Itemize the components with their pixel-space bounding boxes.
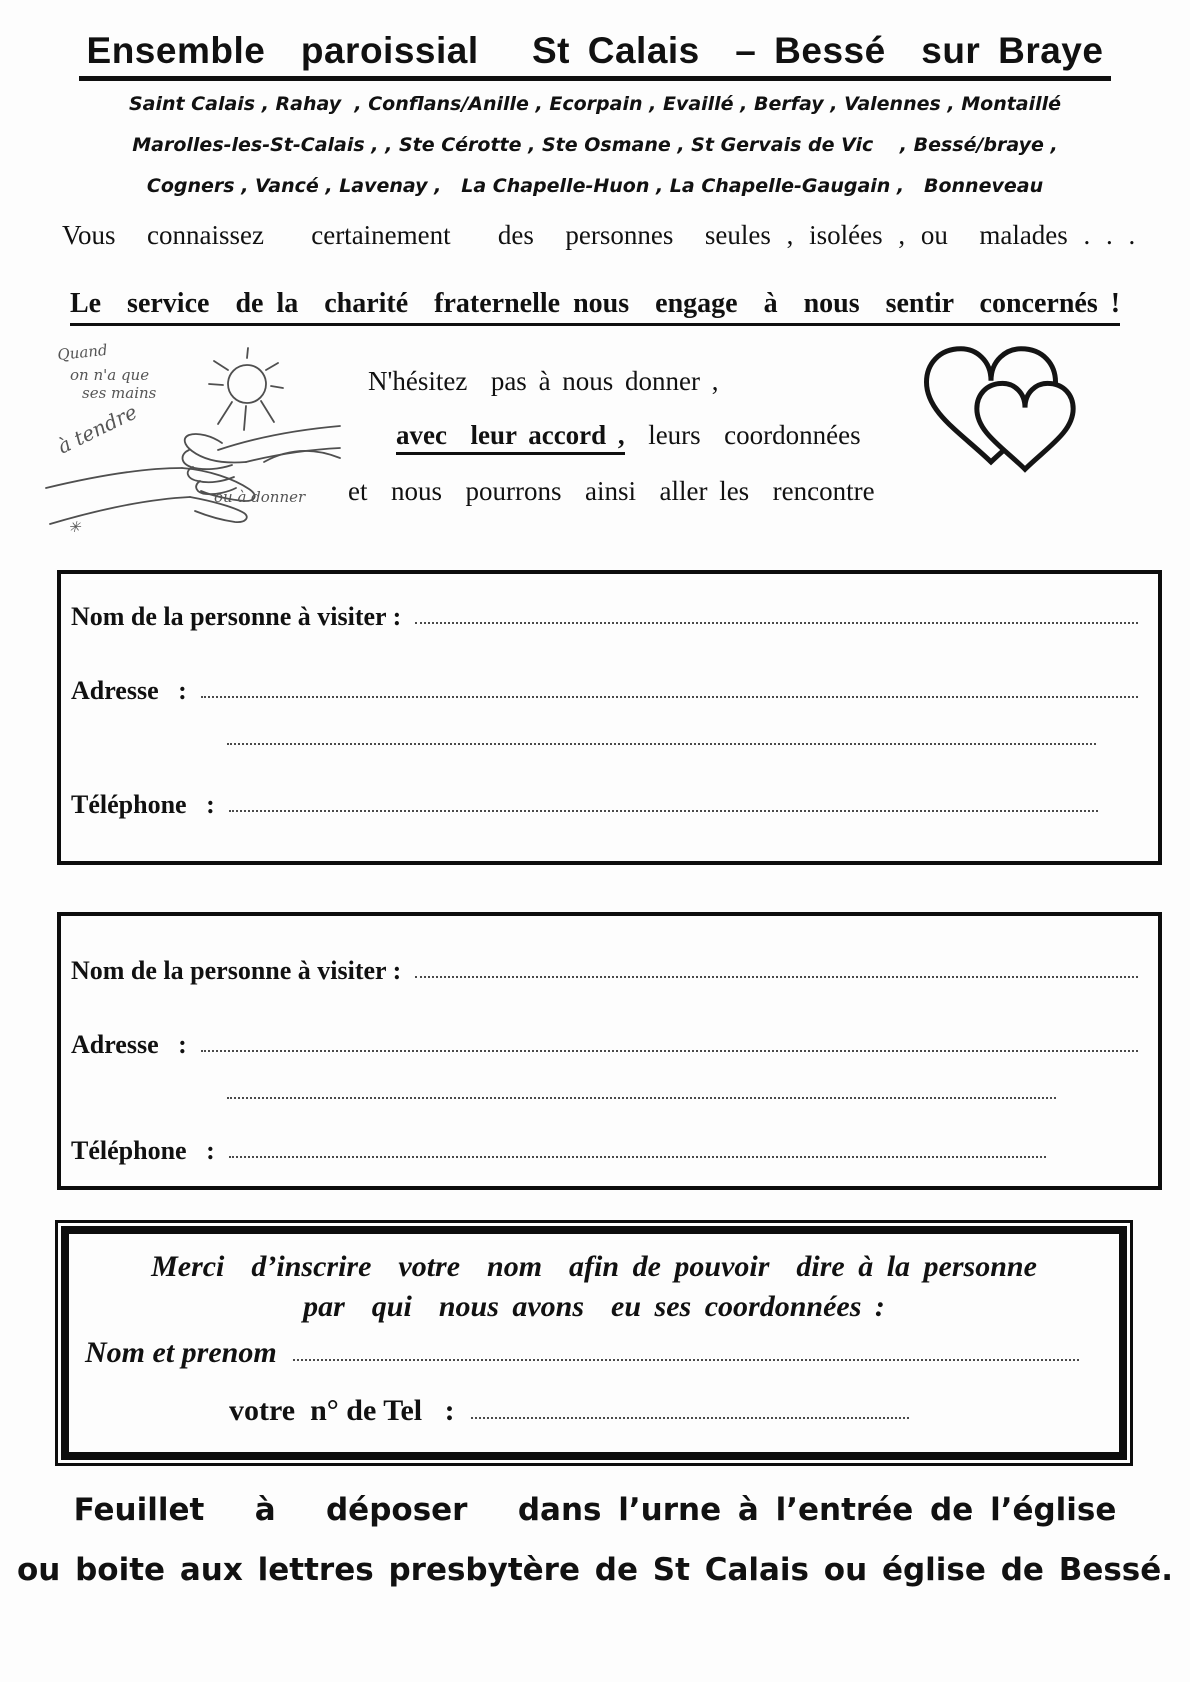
address-field-row bbox=[71, 1030, 1140, 1060]
villages-line-2: Marolles-les-St-Calais , , Ste Cérotte , Ste Osmane , St Gervais de Vic , Bessé/braye , bbox=[132, 134, 1058, 156]
footer-line-2: ou boite aux lettres presbytère de St Calais ou église de Bessé. bbox=[16, 1552, 1174, 1588]
reporter-name-dotted-line bbox=[293, 1358, 1079, 1361]
script-mark: ✳ bbox=[68, 518, 81, 536]
script-ses-mains: ses mains bbox=[82, 384, 157, 402]
appeal-line-1: N'hésitez pas à nous donner , bbox=[368, 366, 719, 396]
name-field-row bbox=[71, 602, 1140, 632]
reporter-name-row bbox=[85, 1336, 1079, 1370]
footer-line-1: Feuillet à déposer dans l’urne à l’entrée de l’église bbox=[73, 1492, 1117, 1528]
sun-icon bbox=[209, 348, 283, 430]
appeal-line-2-rest: leurs coordonnées bbox=[624, 420, 861, 450]
phone-label: Téléphone : bbox=[71, 790, 215, 819]
reporter-tel-label: votre n° de Tel : bbox=[229, 1394, 455, 1427]
consent-heading-1: Merci d’inscrire votre nom afin de pouvoir dire à la personne bbox=[151, 1250, 1037, 1283]
reporter-name-label: Nom et prenom bbox=[85, 1336, 277, 1369]
consent-box bbox=[55, 1220, 1133, 1466]
reporter-tel-dotted-line bbox=[471, 1416, 909, 1419]
accord-emphasis: avec leur accord , bbox=[396, 420, 625, 455]
phone-field-row bbox=[71, 790, 1100, 820]
hands-illustration bbox=[42, 338, 342, 538]
villages-line-1: Saint Calais , Rahay , Conflans/Anille , Ecorpain , Evaillé , Berfay , Valennes , Montaillé bbox=[128, 93, 1062, 115]
name-dotted-line bbox=[415, 621, 1138, 624]
hearts-icon bbox=[912, 340, 1087, 490]
address-dotted-line-2 bbox=[227, 1096, 1056, 1099]
visit-form-box-2 bbox=[57, 912, 1162, 1190]
address-extra-row bbox=[213, 1096, 1058, 1107]
address-dotted-line-2 bbox=[227, 742, 1096, 745]
name-dotted-line bbox=[415, 975, 1138, 978]
consent-box-inner bbox=[61, 1226, 1127, 1460]
phone-label: Téléphone : bbox=[71, 1136, 215, 1165]
appeal-line-3: et nous pourrons ainsi aller les rencontre bbox=[348, 476, 875, 506]
name-label: Nom de la personne à visiter : bbox=[71, 602, 402, 631]
name-label: Nom de la personne à visiter : bbox=[71, 956, 402, 985]
script-a-tendre: à tendre bbox=[53, 399, 141, 459]
intro-text: Vous connaissez certainement des personnes seules , isolées , ou malades . . . bbox=[62, 220, 1136, 250]
address-label: Adresse : bbox=[71, 1030, 187, 1059]
script-on-na-que: on n'a que bbox=[70, 366, 150, 384]
charity-heading: Le service de la charité fraternelle nous engage à nous sentir concernés ! bbox=[70, 288, 1120, 326]
script-quand: Quand bbox=[56, 340, 109, 364]
phone-dotted-line bbox=[229, 1155, 1046, 1158]
appeal-line-2 bbox=[396, 420, 861, 451]
address-dotted-line-1 bbox=[201, 695, 1138, 698]
name-field-row bbox=[71, 956, 1140, 986]
visit-form-box-1 bbox=[57, 570, 1162, 865]
address-label: Adresse : bbox=[71, 676, 187, 705]
address-dotted-line-1 bbox=[201, 1049, 1138, 1052]
villages-list bbox=[0, 84, 1190, 207]
address-field-row bbox=[71, 676, 1140, 706]
reporter-tel-row bbox=[229, 1394, 1004, 1428]
script-ou-a-donner: ou à donner bbox=[214, 488, 306, 506]
phone-field-row bbox=[71, 1136, 1048, 1166]
address-extra-row bbox=[213, 742, 1098, 753]
villages-line-3: Cogners , Vancé , Lavenay , La Chapelle-Huon , La Chapelle-Gaugain , Bonneveau bbox=[146, 175, 1044, 197]
phone-dotted-line bbox=[229, 809, 1098, 812]
consent-heading-2: par qui nous avons eu ses coordonnées : bbox=[303, 1290, 885, 1323]
page-title: Ensemble paroissial St Calais – Bessé sur Braye bbox=[79, 30, 1112, 81]
